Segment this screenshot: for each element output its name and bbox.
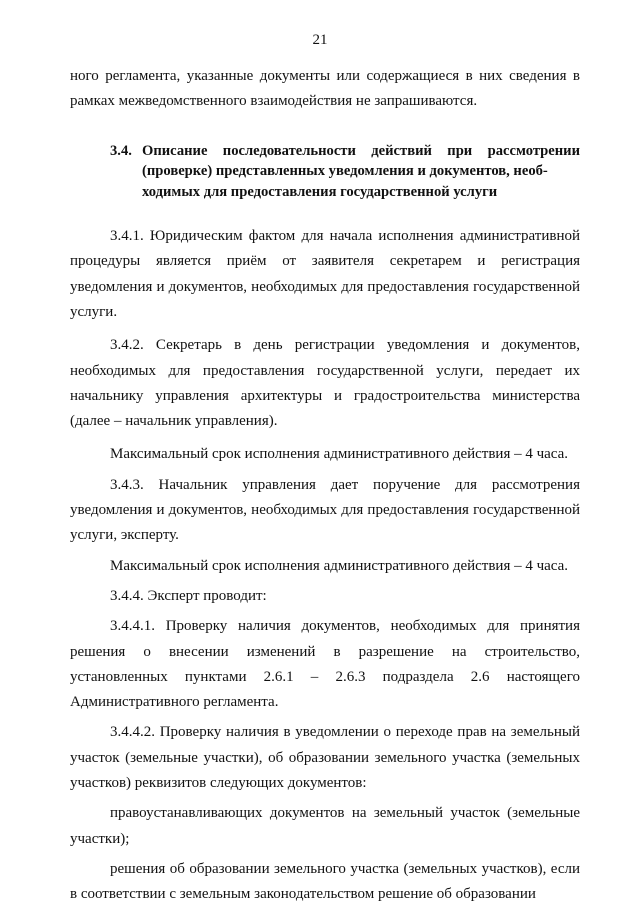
paragraph-3-4-2: 3.4.2. Секретарь в день регистрации уведомления и документов, необходимых для предоставления государственной услуги, передает их начальнику управления архитектуры и градостроительства министерства (далее – начальник управления). xyxy=(70,337,580,430)
lead-paragraph: ного регламента, указанные документы или содержащиеся в них сведения в рамках межведомственного взаимодействия не запрашиваются. xyxy=(70,68,580,110)
section-title-line-3: ходимых для предоставления государственной услуги xyxy=(142,183,498,200)
section-title-line-1: Описание последовательности действий при рассмотрении xyxy=(142,142,580,159)
paragraph-3-4-4-1: 3.4.4.1. Проверку наличия документов, необходимых для принятия решения о внесении изменений в разрешение на строительство, установленных пунктами 2.6.1 – 2.6.3 подраздела 2.6 настоящего Административного регламента. xyxy=(70,618,580,711)
paragraph-max-time-1: Максимальный срок исполнения административного действия – 4 часа. xyxy=(110,446,569,463)
section-heading-line-1 xyxy=(70,141,580,162)
paragraph-max-time-2: Максимальный срок исполнения административного действия – 4 часа. xyxy=(110,557,569,574)
paragraph-title-documents: правоустанавливающих документов на земельный участок (земельные участки); xyxy=(70,805,580,847)
section-title-line-2: (проверке) представленных уведомления и документов, необ- xyxy=(142,163,548,180)
page-number: 21 xyxy=(312,32,328,48)
paragraph-land-formation: решения об образовании земельного участка (земельных участков), если в соответствии с земельным законодательством решение об образовании xyxy=(70,860,580,903)
section-number: 3.4. xyxy=(110,142,132,159)
paragraph-3-4-3: 3.4.3. Начальник управления дает поручение для рассмотрения уведомления и документов, необходимых для предоставления государственной услуги, эксперту. xyxy=(70,476,580,544)
paragraph-3-4-1: 3.4.1. Юридическим фактом для начала исполнения административной процедуры является приём от заявителя секретарем и регистрация уведомления и документов, необходимых для предоставления государственной услуги. xyxy=(70,228,580,320)
page-content xyxy=(70,64,580,908)
paragraph-3-4-4-2: 3.4.4.2. Проверку наличия в уведомлении о переходе прав на земельный участок (земельные участки), об образовании земельного участка (земельных участков) реквизитов следующих документов: xyxy=(70,724,580,792)
paragraph-3-4-4: 3.4.4. Эксперт проводит: xyxy=(110,587,267,604)
section-heading xyxy=(70,141,580,203)
